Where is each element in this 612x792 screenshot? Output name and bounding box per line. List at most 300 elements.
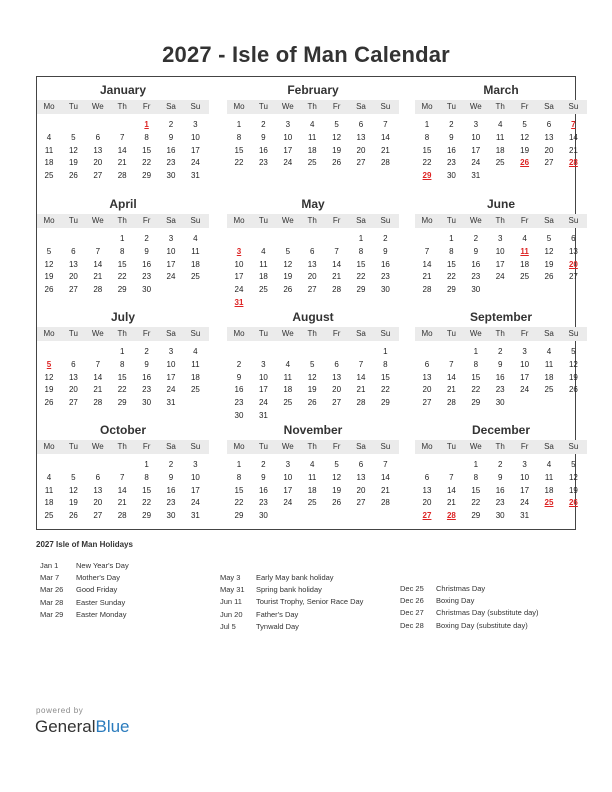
day-cell: 7 [358,359,364,369]
weekday-label: Sa [166,329,176,338]
weekday-label: Su [380,102,391,111]
weekday-label: We [469,442,482,451]
holiday-date: Jul 5 [220,621,236,631]
day-cell: 21 [117,498,127,508]
weekday-label: Sa [166,102,176,111]
day-cell: 30 [446,171,456,181]
day-cell: 26 [44,285,54,295]
day-cell: 16 [471,259,481,269]
day-cell: 4 [193,347,198,356]
day-cell: 11 [544,359,554,369]
day-cell: 17 [234,272,244,282]
day-cell: 29 [234,511,244,521]
day-cell: 29 [142,511,152,521]
day-cell: 23 [142,385,152,395]
weekday-header [227,100,399,114]
day-cell: 1 [236,460,242,469]
day-cell: 20 [544,145,554,155]
weekday-label: We [469,102,482,111]
day-cell: 18 [283,385,293,395]
day-cell: 19 [332,145,342,155]
weekday-label: Th [307,102,317,111]
weekday-label: Tu [446,102,456,111]
day-cell: 7 [383,120,388,129]
day-cell: 10 [234,259,244,269]
holiday-day-cell: 31 [234,298,244,307]
day-cell: 16 [258,145,268,155]
day-cell: 12 [283,259,293,269]
brand-general: General [35,717,96,736]
weekday-header [227,440,399,454]
day-cell: 23 [234,398,244,408]
weekday-label: Su [190,216,201,225]
day-cell: 16 [495,372,505,382]
day-cell: 13 [544,132,554,142]
weekday-label: We [281,442,294,451]
weekday-label: We [469,216,482,225]
day-cell: 24 [166,385,176,395]
day-cell: 19 [68,498,78,508]
weekday-label: Mo [421,216,433,225]
day-cell: 8 [236,132,242,142]
day-cell: 21 [356,385,366,395]
day-cell: 7 [119,132,125,142]
holiday-name: Tynwald Day [256,621,299,631]
day-cell: 2 [168,460,174,469]
month-name: March [483,83,519,97]
day-cell: 3 [522,460,527,469]
weekday-label: Su [380,442,391,451]
day-cell: 27 [93,171,103,181]
day-cell: 10 [283,132,293,142]
day-cell: 27 [356,498,366,508]
day-cell: 13 [422,372,432,382]
weekday-label: Su [568,102,579,111]
day-cell: 20 [422,498,432,508]
day-cell: 24 [190,498,200,508]
weekday-label: Th [117,216,127,225]
generalblue-logo[interactable] [35,717,130,737]
weekday-label: We [281,216,294,225]
month-july [37,310,209,420]
holiday-day-cell: 27 [422,511,432,521]
day-cell: 15 [117,372,127,382]
holiday-list [36,560,576,640]
day-cell: 21 [446,385,456,395]
day-cell: 13 [422,485,432,495]
weekday-label: Mo [43,329,55,338]
day-cell: 14 [446,372,456,382]
day-cell: 15 [117,259,127,269]
day-cell: 17 [190,485,200,495]
day-cell: 22 [446,272,456,282]
weekday-label: Su [568,442,579,451]
month-march [415,83,587,193]
day-cell: 2 [261,460,266,469]
weekday-label: We [91,102,104,111]
weekday-label: Su [380,216,391,225]
holiday-date: Jan 1 [40,561,59,570]
day-cell: 29 [117,285,127,295]
day-cell: 24 [258,398,268,408]
day-cell: 6 [71,246,76,256]
day-cell: 4 [546,460,552,469]
day-cell: 22 [234,498,244,508]
day-cell: 16 [166,145,176,155]
day-cell: 9 [497,472,503,482]
day-cell: 14 [446,485,456,495]
day-cell: 5 [334,120,339,129]
day-cell: 6 [334,359,339,369]
day-cell: 11 [308,472,317,482]
day-cell: 6 [546,120,552,129]
day-cell: 12 [568,472,578,482]
day-cell: 12 [520,132,530,142]
day-cell: 20 [68,385,78,395]
day-cell: 1 [119,347,125,356]
day-cell: 20 [356,145,366,155]
weekday-header [37,100,209,114]
month-name: April [109,197,137,211]
weekday-label: Mo [233,216,245,225]
day-cell: 28 [380,498,390,508]
day-cell: 24 [166,272,176,282]
weekday-label: Fr [332,102,341,111]
day-cell: 1 [144,460,149,469]
day-cell: 25 [495,158,505,168]
weekday-label: Tu [258,102,268,111]
holiday-date: Mar 28 [40,597,64,607]
day-cell: 7 [95,246,101,256]
day-cell: 9 [261,132,266,142]
weekday-label: Fr [142,442,151,451]
day-cell: 30 [142,285,152,295]
day-cell: 13 [332,372,342,382]
day-cell: 15 [142,145,152,155]
holiday-name: Tourist Trophy, Senior Race Day [256,597,364,607]
day-cell: 12 [44,372,54,382]
day-cell: 5 [571,460,576,469]
weekday-label: Fr [142,216,151,225]
day-cell: 10 [190,132,200,142]
weekday-label: Tu [68,329,78,338]
day-cell: 1 [424,120,430,129]
weekday-label: Tu [258,216,268,225]
day-cell: 28 [422,285,432,295]
day-cell: 25 [258,285,268,295]
holiday-day-cell: 26 [520,158,530,168]
weekday-label: Th [495,102,505,111]
holiday-date: May 31 [220,585,245,595]
day-cell: 31 [166,398,176,408]
day-cell: 11 [283,372,292,382]
weekday-label: Th [117,102,127,111]
month-name: November [283,423,343,437]
day-cell: 22 [356,272,366,282]
holiday-day-cell: 5 [46,359,52,369]
holiday-day-cell: 28 [568,158,578,168]
day-cell: 14 [422,259,432,269]
day-cell: 30 [166,171,176,181]
day-cell: 14 [117,145,127,155]
day-cell: 24 [283,498,293,508]
weekday-header [415,100,587,114]
day-cell: 21 [93,385,103,395]
day-cell: 30 [234,411,244,420]
day-cell: 17 [520,485,530,495]
day-cell: 11 [44,485,54,495]
day-cell: 6 [95,132,101,142]
holiday-day-cell: 28 [446,511,456,521]
day-cell: 8 [119,246,125,256]
day-cell: 29 [356,285,366,295]
holiday-name: Boxing Day [436,596,475,606]
weekday-label: Th [307,442,317,451]
month-name: May [301,197,325,211]
day-cell: 2 [497,347,503,356]
day-cell: 3 [168,347,174,356]
month-february [227,83,399,193]
day-cell: 19 [44,272,54,282]
day-cell: 13 [568,246,578,256]
weekday-header [415,440,587,454]
day-cell: 4 [46,132,52,142]
day-cell: 24 [520,385,530,395]
day-cell: 6 [358,120,364,129]
day-cell: 26 [68,511,78,521]
day-cell: 29 [471,398,481,408]
day-cell: 17 [190,145,200,155]
day-cell: 21 [332,272,342,282]
day-cell: 2 [497,460,503,469]
day-cell: 5 [71,472,76,482]
day-cell: 22 [471,385,481,395]
holiday-name: Christmas Day [436,584,486,593]
day-cell: 31 [190,171,200,181]
day-cell: 23 [166,158,176,168]
day-cell: 25 [520,272,530,282]
day-cell: 15 [234,485,244,495]
day-cell: 24 [495,272,505,282]
day-cell: 4 [522,234,527,243]
weekday-label: Fr [142,102,151,111]
day-cell: 4 [285,359,291,369]
holiday-date: Dec 28 [400,620,424,630]
day-cell: 19 [544,259,554,269]
day-cell: 2 [261,120,266,129]
day-cell: 27 [544,158,554,168]
day-cell: 3 [261,359,266,369]
month-september [415,310,587,420]
weekday-label: Mo [43,442,55,451]
day-cell: 10 [166,359,176,369]
holiday-name: Early May bank holiday [256,573,334,582]
day-cell: 31 [520,511,530,521]
day-cell: 29 [380,398,390,408]
weekday-label: Su [190,442,201,451]
day-cell: 7 [449,472,454,482]
day-cell: 2 [473,234,479,243]
holiday-date: Mar 29 [40,609,64,619]
day-cell: 13 [93,485,103,495]
month-october [37,423,209,533]
day-cell: 18 [544,485,554,495]
holiday-name: New Year's Day [76,561,129,570]
month-june [415,197,587,307]
holiday-day-cell: 29 [422,171,432,181]
month-name: October [99,423,146,437]
day-cell: 13 [356,132,366,142]
holiday-date: Jun 11 [220,597,242,607]
day-cell: 29 [142,171,152,181]
day-cell: 25 [44,171,54,181]
day-cell: 15 [422,145,432,155]
weekday-header [37,327,209,341]
day-cell: 11 [496,132,505,142]
day-cell: 13 [356,472,366,482]
day-cell: 28 [332,285,342,295]
weekday-header [227,214,399,228]
day-cell: 19 [283,272,293,282]
month-name: December [471,423,531,437]
day-cell: 10 [190,472,200,482]
page-title: 2027 - Isle of Man Calendar [162,42,450,67]
day-cell: 21 [422,272,432,282]
holiday-date: Dec 25 [400,584,424,593]
day-cell: 22 [422,158,432,168]
weekday-label: Mo [233,102,245,111]
day-cell: 23 [166,498,176,508]
day-cell: 12 [332,472,342,482]
day-cell: 18 [520,259,530,269]
holiday-date: May 3 [220,573,241,582]
weekday-label: Sa [356,102,366,111]
day-cell: 28 [356,398,366,408]
day-cell: 30 [495,398,505,408]
month-name: July [110,310,135,324]
day-cell: 15 [471,485,481,495]
day-cell: 5 [46,246,52,256]
day-cell: 23 [495,385,505,395]
day-cell: 10 [166,246,176,256]
day-cell: 10 [258,372,268,382]
weekday-label: Mo [421,329,433,338]
day-cell: 22 [117,272,127,282]
holiday-name: Christmas Day (substitute day) [436,608,539,618]
holiday-name: Spring bank holiday [256,585,322,595]
day-cell: 25 [307,158,317,168]
month-name: September [469,310,533,324]
day-cell: 16 [380,259,390,269]
day-cell: 28 [380,158,390,168]
day-cell: 30 [258,511,268,521]
day-cell: 3 [473,120,479,129]
weekday-label: Su [380,329,391,338]
day-cell: 25 [190,272,200,282]
day-cell: 8 [119,359,125,369]
day-cell: 17 [166,372,176,382]
day-cell: 21 [380,485,390,495]
day-cell: 28 [446,398,456,408]
day-cell: 13 [93,145,103,155]
weekday-label: Fr [520,442,529,451]
day-cell: 9 [236,372,242,382]
day-cell: 20 [68,272,78,282]
weekday-label: Sa [356,216,366,225]
day-cell: 26 [68,171,78,181]
day-cell: 25 [283,398,293,408]
day-cell: 27 [332,398,342,408]
month-january [37,83,209,193]
weekday-label: We [91,442,104,451]
day-cell: 12 [44,259,54,269]
day-cell: 17 [520,372,530,382]
weekday-label: Fr [520,216,529,225]
day-cell: 18 [495,145,505,155]
weekday-label: Th [495,216,505,225]
day-cell: 9 [473,246,479,256]
day-cell: 26 [332,498,342,508]
day-cell: 24 [234,285,244,295]
day-cell: 13 [307,259,317,269]
day-cell: 28 [117,511,127,521]
day-cell: 21 [93,272,103,282]
day-cell: 2 [449,120,454,129]
day-cell: 23 [446,158,456,168]
weekday-label: We [281,329,294,338]
day-cell: 26 [44,398,54,408]
day-cell: 21 [568,145,578,155]
weekday-label: Mo [43,102,55,111]
day-cell: 14 [356,372,366,382]
weekday-label: Fr [332,216,341,225]
weekday-label: Tu [258,329,268,338]
day-cell: 12 [307,372,317,382]
day-cell: 3 [522,347,527,356]
day-cell: 12 [568,359,578,369]
day-cell: 25 [544,385,554,395]
day-cell: 5 [546,234,552,243]
day-cell: 2 [168,120,174,129]
day-cell: 24 [190,158,200,168]
day-cell: 26 [568,385,578,395]
holiday-date: Dec 27 [400,608,424,618]
month-name: June [486,197,515,211]
weekday-label: Sa [544,329,554,338]
day-cell: 24 [520,498,530,508]
day-cell: 17 [258,385,268,395]
day-cell: 8 [383,359,388,369]
weekday-label: Mo [43,216,55,225]
day-cell: 1 [383,347,388,356]
day-cell: 20 [422,385,432,395]
day-cell: 31 [258,411,268,420]
day-cell: 8 [424,132,430,142]
day-cell: 14 [93,259,103,269]
holiday-date: Mar 26 [40,585,64,595]
day-cell: 9 [168,472,174,482]
day-cell: 1 [236,120,242,129]
day-cell: 8 [236,472,242,482]
day-cell: 8 [144,472,149,482]
day-cell: 7 [95,359,101,369]
day-cell: 17 [495,259,505,269]
day-cell: 17 [471,145,481,155]
day-cell: 27 [568,272,578,282]
day-cell: 18 [44,158,54,168]
day-cell: 3 [497,234,503,243]
day-cell: 21 [380,145,390,155]
